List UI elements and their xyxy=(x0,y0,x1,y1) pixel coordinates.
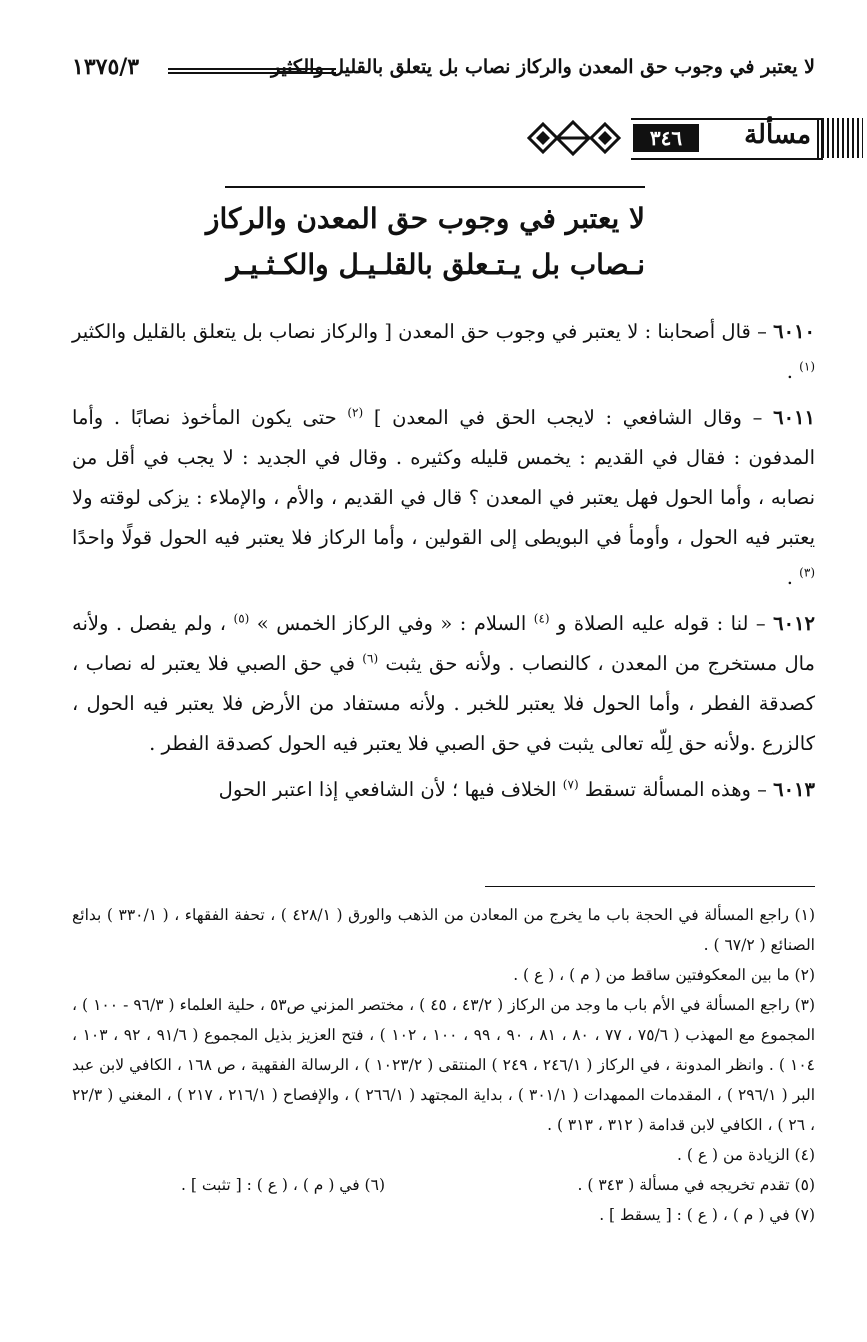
paragraph-number: ٦٠١٢ xyxy=(773,612,815,635)
paragraph-text: – قال أصحابنا : لا يعتبر في وجوب حق المعدن [ والركاز نصاب بل يتعلق بالقليل والكثير xyxy=(72,320,774,343)
paragraph xyxy=(72,312,815,392)
paragraph-text: – وقال الشافعي : لايجب الحق في المعدن ] xyxy=(363,406,774,429)
footnote-row xyxy=(72,1140,815,1170)
footnote-6: (٦) في ( م ) ، ( ع ) : [ تثبت ] . xyxy=(181,1176,385,1194)
footnote-4: (٤) الزيادة من ( ع ) . xyxy=(676,1146,815,1164)
footnote-2: (٢) ما بين المعكوفتين ساقط من ( م ) ، ( ع ) . xyxy=(513,966,815,984)
header-rule xyxy=(168,68,336,74)
running-title: لا يعتبر في وجوب حق المعدن والركاز نصاب بل يتعلق بالقليل والكثير xyxy=(270,56,815,78)
paragraph-text: . xyxy=(786,360,800,383)
title-line-1: لا يعتبر في وجوب حق المعدن والركاز xyxy=(205,202,645,235)
footnote-rule xyxy=(485,886,815,887)
paragraph-number: ٦٠١٠ xyxy=(773,320,815,343)
paragraph-text: الخلاف فيها ؛ لأن الشافعي إذا اعتبر الحول xyxy=(218,778,563,801)
footnote-marker: (٧) xyxy=(562,777,579,792)
footnote-marker: (٣) xyxy=(799,565,815,580)
paragraph xyxy=(72,398,815,598)
hatch-ornament xyxy=(817,118,863,158)
paragraph-text: – وهذه المسألة تسقط xyxy=(578,778,774,801)
issue-number: ٣٤٦ xyxy=(633,124,699,152)
paragraph-text: – لنا : قوله عليه الصلاة و xyxy=(549,612,774,635)
issue-label: مسألة xyxy=(744,120,811,150)
paragraph-number: ٦٠١٣ xyxy=(773,778,815,801)
footnote-marker: (٦) xyxy=(362,651,379,666)
footnotes xyxy=(72,900,815,1230)
footnote-1: (١) راجع المسألة في الحجة باب ما يخرج من المعادن من الذهب والورق ( ٤٢٨/١ ) ، تحفة الفقهاء ، ( ٣٣٠/١ ) بدائع الصنائع ( ٦٧/٢ ) . xyxy=(72,906,815,954)
paragraph-text: ، ولم يفصل . ولأنه مال مستخرج من المعدن ، كالنصاب . ولأنه حق يثبت xyxy=(72,612,815,675)
chapter-title xyxy=(205,196,645,288)
footnote-marker: (١) xyxy=(799,359,815,374)
paragraph xyxy=(72,770,815,810)
issue-banner xyxy=(523,118,863,158)
paragraph-text: . xyxy=(786,566,800,589)
title-line-2: نـصاب بل يـتـعلق بالقلـيـل والكـثـيـر xyxy=(226,248,645,281)
footnote-7: (٧) في ( م ) ، ( ع ) : [ يسقط ] . xyxy=(599,1206,815,1224)
paragraph-text: السلام : « وفي الركاز الخمس » xyxy=(249,612,534,635)
footnote-row xyxy=(72,1170,815,1200)
paragraph-text: في حق الصبي فلا يعتبر له نصاب ، كصدقة الفطر ، وأما الحول فلا يعتبر للخبر . ولأنه مستفاد من الأرض فلا يعتبر فيه الحول ، كالزرع .ولأنه حق لِلّه تعالى يثبت في حق الصبي فلا يعتبر فيه الحول كصدقة الفطر . xyxy=(72,652,815,755)
footnote-5: (٥) تقدم تخريجه في مسألة ( ٣٤٣ ) . xyxy=(577,1176,815,1194)
paragraph-text: حتى يكون المأخوذ نصابًا . وأما المدفون : فقال في القديم : يخمس قليله وكثيره . وقال في الجديد : لا يجب في أقل من نصابه ، وأما الحول فهل يعتبر في المعدن ؟ قال في القديم ، والأم ، والإملاء : يزكى لوقته ولا يعتبر فيه الحول ، وأومأ في البويطى إلى القولين ، وأما الركاز فلا يعتبر فيه الحول قولًا واحدًا xyxy=(72,406,815,549)
title-rule xyxy=(225,186,645,188)
footnote-marker: (٥) xyxy=(233,611,250,626)
footnote-marker: (٤) xyxy=(533,611,550,626)
footnote-3: (٣) راجع المسألة في الأم باب ما وجد من الركاز ( ٤٣/٢ ، ٤٥ ) ، مختصر المزني ص٥٣ ، حلية العلماء ( ٩٦/٣ - ١٠٠ ) ، المجموع مع المهذب ( ٧٥/٦ ، ٧٧ ، ٨٠ ، ٨١ ، ٩٠ ، ٩٩ ، ١٠٠ ، ١٠٢ ) ، فتح العزيز بذيل المجموع ( ٩١/٦ ، ٩٢ ، ١٠٣ ، ١٠٤ ) . وانظر المدونة ، في الركاز ( ٢٤٦/١ ، ٢٤٩ ) المنتقى ( ١٠٢٣/٢ ) ، الرسالة الفقهية ، ص ١٦٨ ، الكافي لابن عبد البر ( ٢٩٦/١ ) ، المقدمات الممهدات ( ٣٠١/١ ) ، بداية المجتهد ( ٢٦٦/١ ) ، والإفصاح ( ٢١٦/١ ، ٢١٧ ) ، المغني ( ٢٢/٣ ، ٢٦ ) ، الكافي لابن قدامة ( ٣١٢ ، ٣١٣ ) . xyxy=(72,996,816,1134)
body-text xyxy=(72,312,815,816)
knot-ornament-icon xyxy=(527,118,627,158)
footnote-marker: (٢) xyxy=(347,405,364,420)
page-reference: ١٣٧٥/٣ xyxy=(72,54,140,80)
paragraph-number: ٦٠١١ xyxy=(773,406,815,429)
running-header xyxy=(72,56,815,88)
paragraph xyxy=(72,604,815,764)
